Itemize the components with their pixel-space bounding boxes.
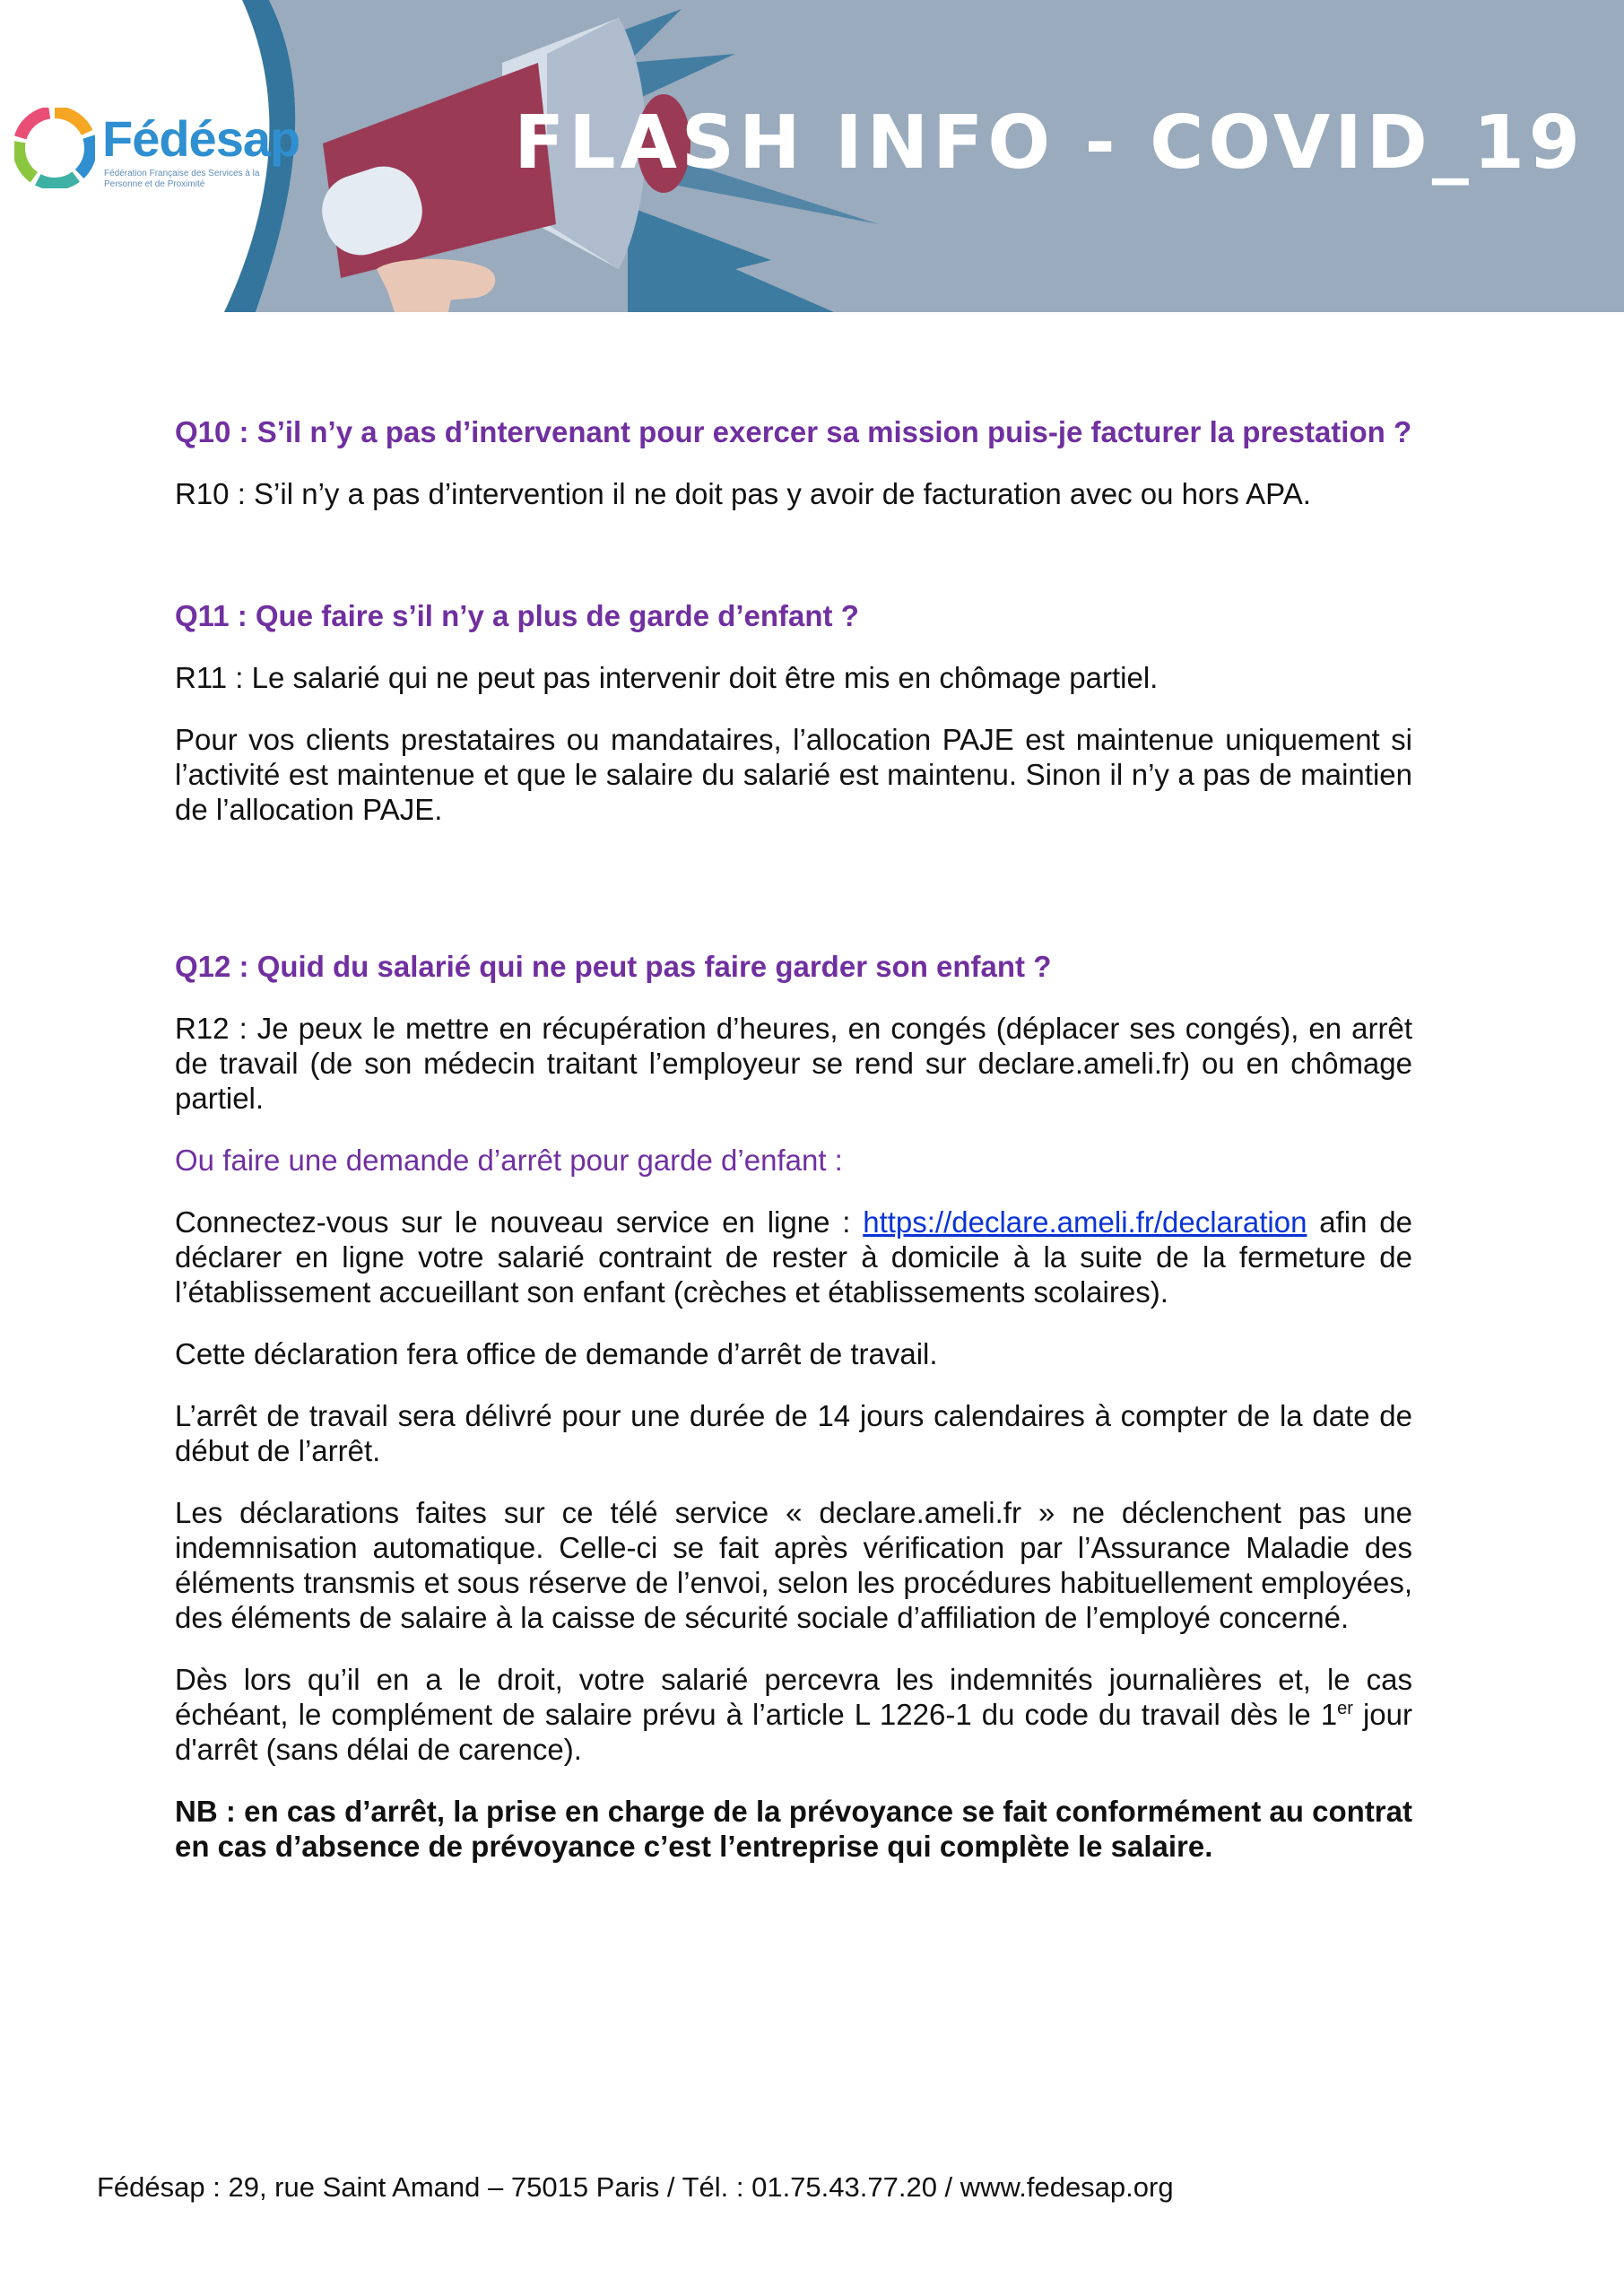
banner-title: FLASH INFO - COVID_19 <box>514 100 1585 186</box>
logo-mark-icon <box>14 108 95 188</box>
declare-ameli-link[interactable]: https://declare.ameli.fr/declaration <box>863 1205 1307 1239</box>
rights-superscript: er <box>1337 1699 1353 1718</box>
connect-text-before: Connectez-vous sur le nouveau service en ligne : <box>175 1205 864 1239</box>
header-banner <box>0 0 1624 312</box>
duration-paragraph: L’arrêt de travail sera délivré pour une durée de 14 jours calendaires à compter de la date de début de l’arrêt. <box>175 1399 1412 1467</box>
document-body <box>175 414 1412 1891</box>
rights-paragraph <box>175 1662 1412 1767</box>
declaration-paragraph: Cette déclaration fera office de demande d’arrêt de travail. <box>175 1337 938 1370</box>
nb-paragraph: NB : en cas d’arrêt, la prise en charge de la prévoyance se fait conformément au contrat en cas d’absence de prévoyance c’est l’entreprise qui complète le salaire. <box>175 1795 1412 1863</box>
rights-text-before: Dès lors qu’il en a le droit, votre salarié percevra les indemnités journalières et, le cas échéant, le complément de salaire prévu à l’article L 1226-1 du code du travail dès le 1 <box>175 1663 1412 1731</box>
question-q12: Q12 : Quid du salarié qui ne peut pas faire garder son enfant ? <box>175 950 1052 983</box>
arret-subheading: Ou faire une demande d’arrêt pour garde d’enfant : <box>175 1144 843 1177</box>
logo-tagline: Fédération Française des Services à la Personne et de Proximité <box>104 169 260 189</box>
fedesap-logo <box>14 108 301 197</box>
paje-paragraph: Pour vos clients prestataires ou mandataires, l’allocation PAJE est maintenue uniquement si l’activité est maintenue et que le salaire du salarié est maintenu. Sinon il n’y a pas de maintien de l’allocation PAJE. <box>175 723 1412 826</box>
answer-r12: R12 : Je peux le mettre en récupération d’heures, en congés (déplacer ses congés), en arrêt de travail (de son médecin traitant l’employeur se rend sur declare.ameli.fr) ou en chômage partiel. <box>175 1012 1412 1115</box>
question-q11: Q11 : Que faire s’il n’y a plus de garde d’enfant ? <box>175 599 859 632</box>
connect-text-after: afin de déclarer en ligne votre salarié contraint de rester à domicile à la suite de la fermeture de l’établissement accueillant son enfant (crèches et établissements scolaires). <box>175 1205 1413 1309</box>
question-q10: Q10 : S’il n’y a pas d’intervenant pour exercer sa mission puis-je facturer la prestation ? <box>175 415 1412 448</box>
connect-paragraph <box>175 1205 1412 1309</box>
declarations-note-paragraph: Les déclarations faites sur ce télé service « declare.ameli.fr » ne déclenchent pas une indemnisation automatique. Celle-ci se fait après vérification par l’Assurance Maladie des éléments transmis et sous réserve de l’envoi, selon les procédures habituellement employées, des éléments de salaire à la caisse de sécurité sociale d’affiliation de l’employé concerné. <box>175 1496 1412 1634</box>
answer-r10: R10 : S’il n’y a pas d’intervention il ne doit pas y avoir de facturation avec ou hors APA. <box>175 477 1311 510</box>
rights-text-after: jour d'arrêt (sans délai de carence). <box>175 1698 1412 1766</box>
page-footer: Fédésap : 29, rue Saint Amand – 75015 Paris / Tél. : 01.75.43.77.20 / www.fedesap.org <box>97 2171 1174 2203</box>
answer-r11: R11 : Le salarié qui ne peut pas intervenir doit être mis en chômage partiel. <box>175 661 1159 694</box>
logo-name: Fédésap <box>102 110 300 167</box>
